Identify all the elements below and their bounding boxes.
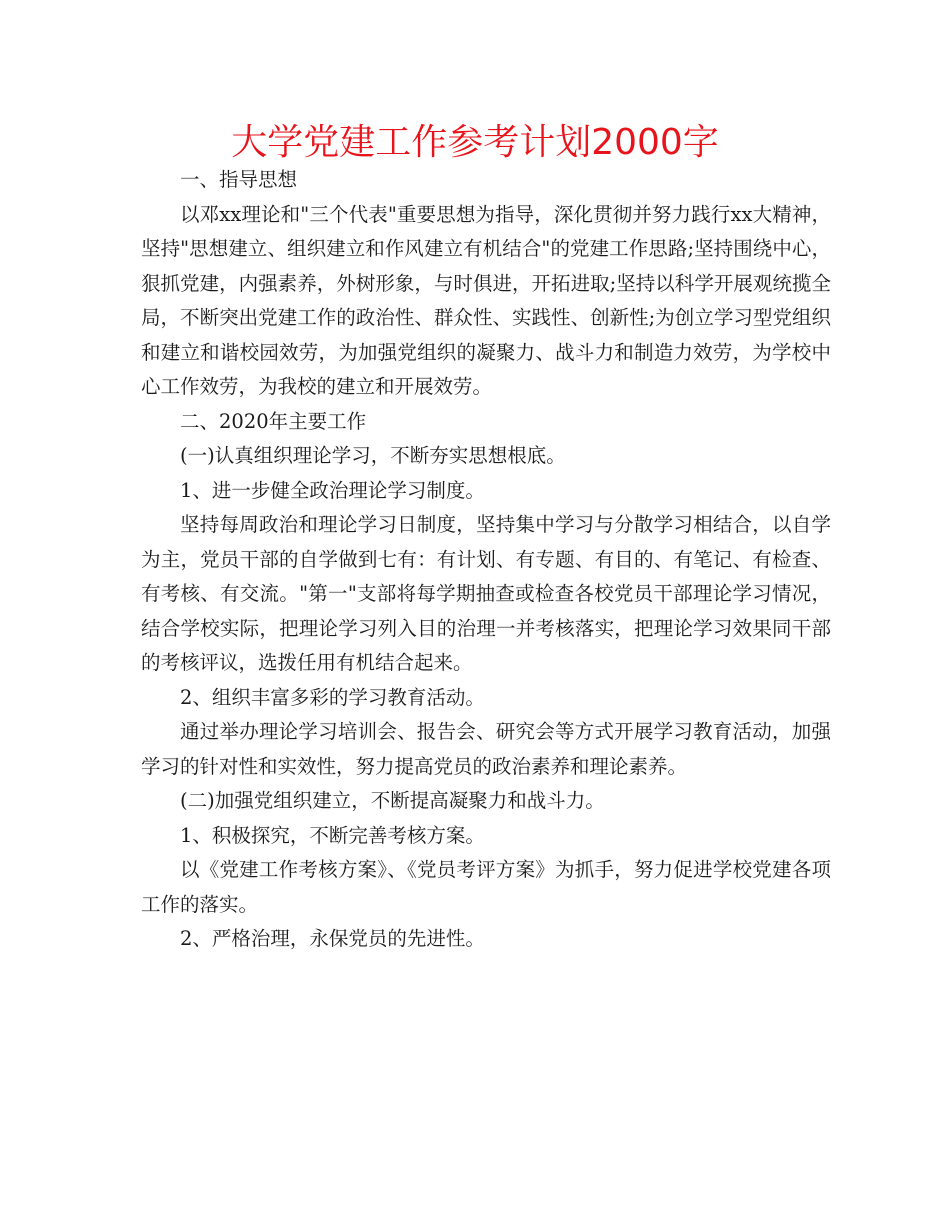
document-body: [141, 163, 831, 957]
item-heading-study-activities: 2、组织丰富多彩的学习教育活动。: [180, 685, 485, 709]
paragraph-study-system: 坚持每周政治和理论学习日制度，坚持集中学习与分散学习相结合，以自学为主，党员干部的自学做到七有：有计划、有专题、有目的、有笔记、有检查、有考核、有交流。"第一"支部将每学期抽查或检查各校党员干部理论学习情况，结合学校实际，把理论学习列入目的治理一并考核落实，把理论学习效果同干部的考核评议，选拨任用有机结合起来。: [141, 513, 831, 674]
section-heading-guiding-thought: 一、指导思想: [180, 168, 298, 191]
paragraph-guiding-thought: 以邓xx理论和"三个代表"重要思想为指导，深化贯彻并努力践行xx大精神，坚持"思想建立、组织建立和作风建立有机结合"的党建工作思路;坚持围绕中心，狠抓党建，内强素养，外树形象，与时俱进，开拓进取;坚持以科学开展观统揽全局，不断突出党建工作的政治性、群众性、实践性、创新性;为创立学习型党组织和建立和谐校园效劳，为加强党组织的凝聚力、战斗力和制造力效劳，为学校中心工作效劳，为我校的建立和开展效劳。: [141, 202, 831, 398]
subsection-heading-party-organization: (二)加强党组织建立，不断提高凝聚力和战斗力。: [180, 789, 605, 812]
subsection-heading-theory-study: (一)认真组织理论学习，不断夯实思想根底。: [180, 444, 566, 467]
document-title: 大学党建工作参考计划2000字: [231, 122, 719, 163]
paragraph-study-activities: 通过举办理论学习培训会、报告会、研究会等方式开展学习教育活动，加强学习的针对性和实效性，努力提高党员的政治素养和理论素养。: [141, 720, 831, 778]
paragraph-assessment-plan: 以《党建工作考核方案》、《党员考评方案》为抓手，努力促进学校党建各项工作的落实。: [141, 858, 831, 916]
item-heading-strict-management: 2、严格治理，永保党员的先进性。: [180, 927, 485, 950]
section-heading-main-work: 二、2020年主要工作: [180, 409, 367, 433]
item-heading-assessment-plan: 1、积极探究，不断完善考核方案。: [180, 823, 485, 847]
item-heading-study-system: 1、进一步健全政治理论学习制度。: [180, 478, 485, 502]
